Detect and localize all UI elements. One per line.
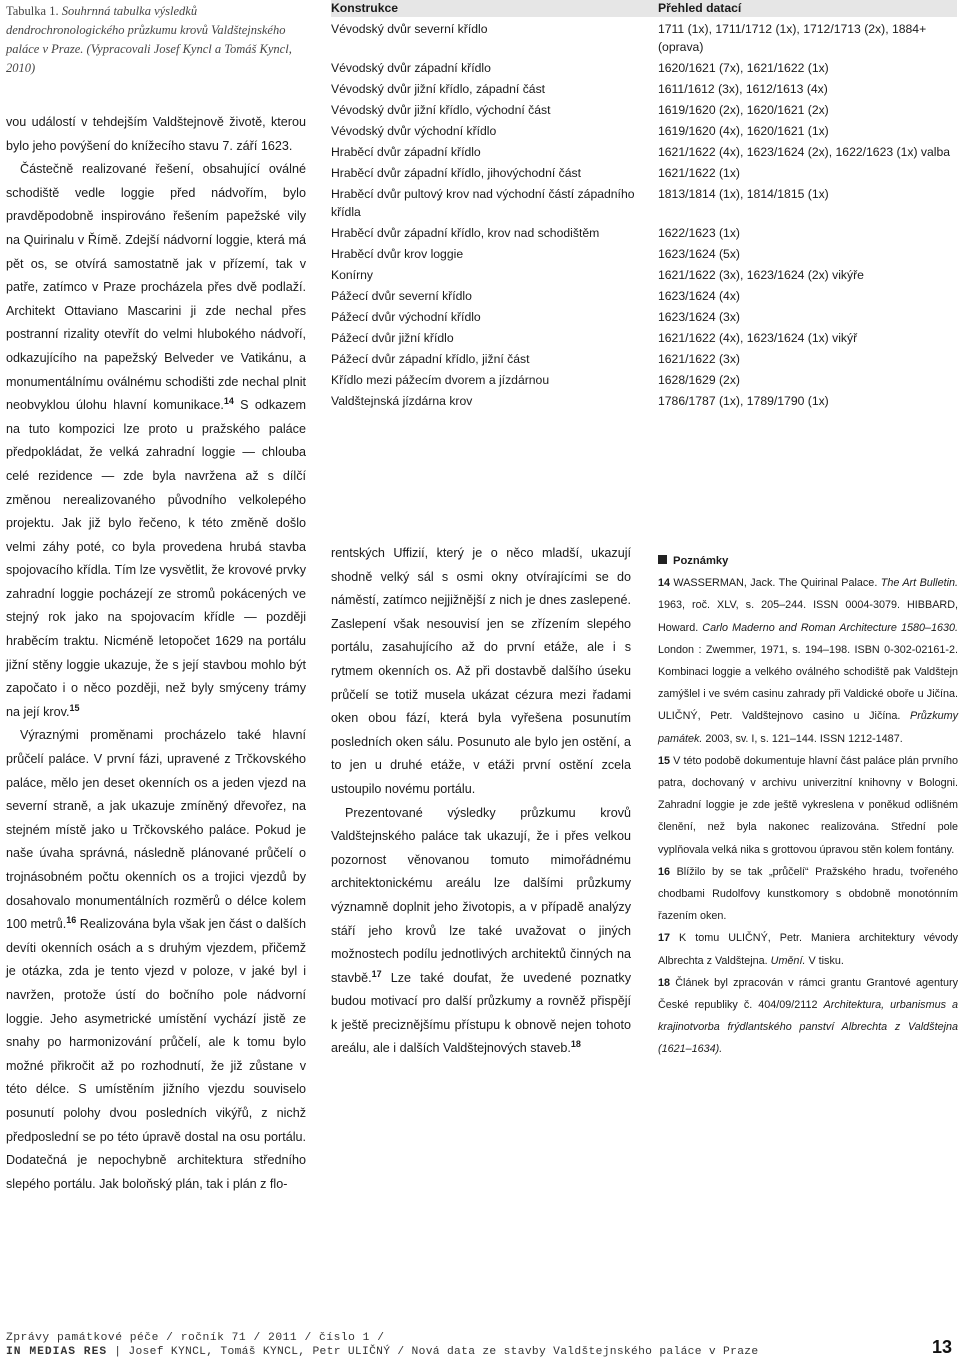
note-14 <box>658 572 958 750</box>
table-row <box>331 368 957 389</box>
table-row <box>331 305 957 326</box>
cell-konstrukce: Křídlo mezi pážecím dvorem a jízdárnou <box>331 373 550 387</box>
table-row <box>331 98 957 119</box>
cell-konstrukce: Pážecí dvůr jižní křídlo <box>331 331 454 345</box>
table-row <box>331 119 957 140</box>
table-row <box>331 221 957 242</box>
table-row <box>331 347 957 368</box>
cell-datace: 1621/1622 (3x), 1623/1624 (2x) vikýře <box>658 268 864 282</box>
dating-table <box>331 0 957 410</box>
note-text: 2003, sv. I, s. 121–144. ISSN 1212-1487. <box>702 732 903 745</box>
note-18 <box>658 972 958 1061</box>
page-number: 13 <box>931 1337 952 1357</box>
caption-credit: (Vypracovali Josef Kyncl a Tomáš Kyncl, 2010) <box>6 42 292 75</box>
cell-konstrukce: Hraběcí dvůr krov loggie <box>331 247 464 261</box>
notes-column <box>658 550 958 1061</box>
cell-konstrukce: Vévodský dvůr jižní křídlo, východní část <box>331 103 551 117</box>
cell-konstrukce: Hraběcí dvůr západní křídlo, jihovýchodní část <box>331 166 581 180</box>
note-text: 1963, roč. XLV, s. 205–244. ISSN 0004-3079. HIBBARD, Howard. <box>658 599 958 634</box>
note-italic: Carlo Maderno and Roman Architecture 1580–1630. <box>702 621 958 634</box>
table-row <box>331 326 957 347</box>
note-16 <box>658 861 958 928</box>
note-number: 14 <box>658 577 671 590</box>
notes-heading-text: Poznámky <box>673 555 729 567</box>
article-line <box>6 1346 758 1358</box>
text: Lze také doufat, že uvedené poznatky budou motivací pro další průzkumy a rovněž přispějí k ještě preciznějšímu přístupu k obnově nejen tohoto areálu, ale i dalších Valdštejnových staveb. <box>331 970 631 1056</box>
paragraph: vou událostí v tehdejším Valdštejnově životě, kterou bylo jeho povýšení do knížecího stavu 7. září 1623. <box>6 115 306 153</box>
text: S odkazem na tuto kompozici lze proto u pražského paláce předpokládat, že velká zahradní loggie — chlouba celé rezidence — zde byla navržena až s dílčí změnou nerealizovaného původního velkolepého projektu. Jak již bylo řečeno, k této změně došlo velmi záhy poté, co byla provedena hrubá stavba spojovacího křídla. Tím lze vysvětlit, že krovové prvky zahradní loggie pocházejí ze stromů pokácených ve stejný rok jako na spojovacím křídle — později hraběcím traktu. Nicméně letopočet 1629 na portálu jižní stěny loggie ukazuje, že s její stavbou mohlo být započato i o něco později, než byly smýceny trámy na její krov. <box>6 398 307 719</box>
cell-konstrukce: Vévodský dvůr západní křídlo <box>331 61 491 75</box>
table-header <box>331 0 957 17</box>
cell-datace: 1621/1622 (4x), 1623/1624 (2x), 1622/1623 (1x) valba <box>658 145 951 159</box>
cell-konstrukce: Valdštejnská jízdárna krov <box>331 394 473 408</box>
table-body <box>331 17 957 410</box>
note-text: Blížilo by se tak „průčelí“ Pražského hradu, tvořeného chodbami Rudolfovy kunstkomory s obdobně monotónním řazením oken. <box>658 865 958 923</box>
caption-label: Tabulka 1. <box>6 4 59 18</box>
journal-line: Zprávy památkové péče / ročník 71 / 2011 / číslo 1 / <box>6 1332 385 1344</box>
cell-datace: 1623/1624 (4x) <box>658 289 740 303</box>
cell-datace: 1786/1787 (1x), 1789/1790 (1x) <box>658 394 829 408</box>
footnote-ref: 17 <box>371 968 382 979</box>
text: Realizována byla však jen část o dalších devíti okenních osách a s druhým vjezdem, přičemž je otázka, zda je tento vjezd v poloze, v jaké byl i navržen, protože ústí do bočního pole nádvorní loggie. Jeho asymetrické umístění vychází jistě ze snahy po harmonizování průčelí, ale k tomu bylo možné přikročit až po rozhodnutí, že již zůstane v této délce. S umístěním jižního vjezdu souviselo posunutí polohy dvou posledních vikýřů, z nichž předposlední se po této úpravě dostal na osu portálu. Dodatečná je nepochybně architektura středního slepého portálu. Jak boloňský plán, tak i plán z flo- <box>6 917 307 1191</box>
article-authors: Josef KYNCL, Tomáš KYNCL, Petr ULIČNÝ / Nová data ze stavby Valdštejnského paláce v Praze <box>128 1346 759 1358</box>
table-row <box>331 56 957 77</box>
cell-datace: 1623/1624 (5x) <box>658 247 740 261</box>
table-row <box>331 242 957 263</box>
cell-konstrukce: Konírny <box>331 268 374 282</box>
header-datace: Přehled datací <box>658 1 742 15</box>
cell-datace: 1621/1622 (4x), 1623/1624 (1x) vikýř <box>658 331 858 345</box>
cell-datace: 1619/1620 (4x), 1620/1621 (1x) <box>658 124 829 138</box>
text: Částečně realizované řešení, obsahující oválné schodiště vedle loggie před nádvořím, bylo pravděpodobně inspirováno řešením papežské vily na Quirinalu v Římě. Zdejší nádvorní loggie, která má pět os, se otvírá samostatně jak v přízemí, tak v patře, zatímco v Praze procházela přes dvě podlaží. Architekt Ottaviano Mascarini ji zde nechal přes postranní rizality otevřít do velmi hlubokého nádvoří, odkazujícího na papežský Belveder ve Vatikánu, a monumentálnímu oválnému schodišti zde nechal plnit neobvyklou úlohu hlavní komunikace. <box>6 162 306 413</box>
paragraph <box>331 802 631 1062</box>
paragraph <box>6 158 306 724</box>
paragraph <box>6 724 306 1196</box>
cell-konstrukce: Vévodský dvůr východní křídlo <box>331 124 497 138</box>
cell-datace: 1628/1629 (2x) <box>658 373 740 387</box>
square-bullet-icon <box>658 555 667 564</box>
note-17 <box>658 927 958 971</box>
cell-datace: 1813/1814 (1x), 1814/1815 (1x) <box>658 187 829 201</box>
note-text: WASSERMAN, Jack. The Quirinal Palace. <box>670 577 881 590</box>
notes-heading <box>658 550 958 572</box>
table-row <box>331 77 957 98</box>
cell-datace: 1623/1624 (3x) <box>658 310 740 324</box>
cell-konstrukce: Vévodský dvůr jižní křídlo, západní část <box>331 82 546 96</box>
note-text: Článek byl zpracován v rámci grantu Grantové agentury České republiky č. 404/09/2112 <box>658 976 958 1012</box>
cell-datace: 1611/1612 (3x), 1612/1613 (4x) <box>658 82 828 96</box>
note-italic: Umění. <box>770 954 806 967</box>
note-italic: The Art Bulletin. <box>880 577 958 590</box>
cell-konstrukce: Hraběcí dvůr pultový krov nad východní částí západního křídla <box>331 187 635 219</box>
footnote-ref: 15 <box>69 702 80 713</box>
table-caption <box>6 2 306 78</box>
note-text: K tomu ULIČNÝ, Petr. Maniera architektury vévody Albrechta z Valdštejna. <box>658 932 958 967</box>
cell-datace: 1621/1622 (1x) <box>658 166 740 180</box>
cell-konstrukce: Pážecí dvůr východní křídlo <box>331 310 481 324</box>
note-text: London : Zwemmer, 1971, s. 194–198. ISBN 0-302-02161-2. Kombinaci loggie a velkého oválného schodiště pak Valdštejn zamýšlel i ve svém casinu zahrady při Valdické oboře u Jičína. ULIČNÝ, Petr. Valdštejnovo casino u Jičína. <box>658 643 958 723</box>
cell-datace: 1622/1623 (1x) <box>658 226 740 240</box>
table-row <box>331 140 957 161</box>
cell-konstrukce: Vévodský dvůr severní křídlo <box>331 22 488 36</box>
note-italic: Průzkumy památek. <box>658 710 958 745</box>
cell-datace: 1711 (1x), 1711/1712 (1x), 1712/1713 (2x), 1884+ (oprava) <box>658 22 927 54</box>
table-row <box>331 284 957 305</box>
page-footer <box>6 1330 956 1362</box>
cell-datace: 1620/1621 (7x), 1621/1622 (1x) <box>658 61 829 75</box>
cell-konstrukce: Hraběcí dvůr západní křídlo, krov nad schodištěm <box>331 226 600 240</box>
caption-text: Souhrnná tabulka výsledků dendrochronologického průzkumu krovů Valdštejnského paláce v Praze. <box>6 4 286 56</box>
note-text: V tisku. <box>805 954 844 967</box>
cell-konstrukce: Pážecí dvůr západní křídlo, jižní část <box>331 352 530 366</box>
note-number: 17 <box>658 932 671 945</box>
footnote-ref: 18 <box>570 1039 581 1050</box>
section-label: IN MEDIAS RES <box>6 1346 108 1358</box>
cell-konstrukce: Hraběcí dvůr západní křídlo <box>331 145 481 159</box>
cell-datace: 1621/1622 (3x) <box>658 352 740 366</box>
footnote-ref: 14 <box>223 396 234 407</box>
table-row <box>331 182 957 221</box>
note-number: 15 <box>658 754 671 767</box>
table-row <box>331 161 957 182</box>
note-text: V této podobě dokumentuje hlavní část paláce plán prvního patra, dochovaný v archivu univerzitní knihovny v Bologni. Zahradní loggie je zde ještě vykreslena v poněkud odlišném členění, než byla nakonec realizována. Střední pole vyplňovala velká nika s grottovou úpravou stěn kolem fontány. <box>658 754 958 856</box>
header-konstrukce: Konstrukce <box>331 1 399 15</box>
note-number: 18 <box>658 976 671 989</box>
note-number: 16 <box>658 865 671 878</box>
paragraph: rentských Uffizií, který je o něco mladší, ukazují shodně velký sál s osmi okny otvírajícími se do náměstí, zatímco nejjižnější z nich je dnes zaslepené. Zaslepení však nesouvisí jen se zřízením slepého portálu, zasahujícího až do první etáže, ale i s rytmem okenních os. Až při dostavbě dalšího úseku průčelí se totiž musela ukázat cézura mezi řadami oken obou fází, která byla vyřešena posunutím posledních oken sálu. Posunuto ale bylo jen ostění, a to jen u druhé etáže, v etáži první ostění zcela ustoupilo novému portálu. <box>331 546 631 796</box>
text-column-left <box>6 111 306 1196</box>
text-column-middle <box>331 542 631 1061</box>
separator: | <box>107 1346 129 1358</box>
footnote-ref: 16 <box>66 915 77 926</box>
table-row <box>331 263 957 284</box>
cell-konstrukce: Pážecí dvůr severní křídlo <box>331 289 472 303</box>
note-15 <box>658 750 958 861</box>
text: Výraznými proměnami procházelo také hlavní průčelí paláce. V první fázi, upravené z Trčkovského paláce, mělo jen deset okenních os a jeden vjezd na severní straně, a jak ukazuje zmíněný dřevořez, na stejném místě jako u Trčkovského paláce. Pokud je naše úvaha správná, následně plánované průčelí o trojnásobném počtu okenních os a trojici vjezdů by dosahovalo monumentálních rozměrů o délce kolem 100 metrů. <box>6 728 306 932</box>
text: Prezentované výsledky průzkumu krovů Valdštejnského paláce tak ukazují, že i přes velkou pozornost věnovanou tomuto mimořádnému architektonickému areálu lze dalšími průzkumy významně doplnit jeho životopis, a v případě analýzy stáří jeho krovů lze také uvažovat o jiných možnostech podílu jednotlivých architektů činných na stavbě. <box>331 805 631 985</box>
table-row <box>331 17 957 56</box>
table-row <box>331 389 957 410</box>
note-italic: Architektura, urbanismus a krajinotvorba frýdlantského panství Albrechta z Valdštejna (1621–1634). <box>658 999 959 1056</box>
cell-datace: 1619/1620 (2x), 1620/1621 (2x) <box>658 103 829 117</box>
